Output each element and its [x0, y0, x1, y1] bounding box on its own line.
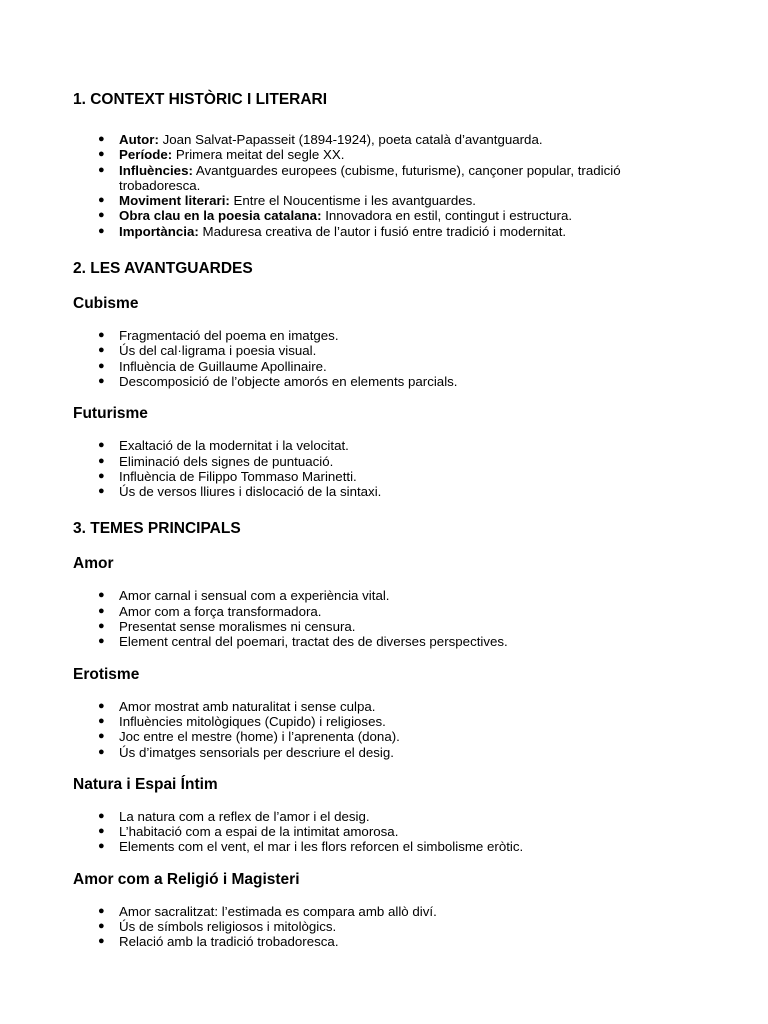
- amor-list: [73, 588, 768, 649]
- list-item: ● Elements com el vent, el mar i les flors reforcen el simbolisme eròtic.: [98, 839, 524, 855]
- list-item: ● L’habitació com a espai de la intimitat amorosa.: [98, 824, 399, 840]
- bullet-icon: ●: [98, 224, 105, 237]
- futurisme-list: [73, 438, 768, 499]
- subheading-religio: Amor com a Religió i Magisteri: [73, 870, 300, 888]
- list-item: ● Influència de Filippo Tommaso Marinetti.: [98, 468, 357, 484]
- bullet-icon: ●: [98, 485, 105, 498]
- list-item: ● Amor com a força transformadora.: [98, 603, 322, 619]
- natura-list: [73, 809, 768, 855]
- bullet-icon: ●: [98, 194, 105, 207]
- bullet-icon: ●: [98, 699, 105, 712]
- bullet-icon: ●: [98, 469, 105, 482]
- bullet-icon: ●: [98, 620, 105, 633]
- bullet-icon: ●: [98, 344, 105, 357]
- list-item: ● Obra clau en la poesia catalana: Innovadora en estil, contingut i estructura.: [98, 208, 573, 224]
- list-item: ● Eliminació dels signes de puntuació.: [98, 453, 334, 469]
- list-item: ● Moviment literari: Entre el Noucentisme i les avantguardes.: [98, 193, 476, 209]
- section-heading-temes: 3. TEMES PRINCIPALS: [73, 520, 241, 538]
- list-item: ● Amor sacralitzat: l’estimada es compara amb allò diví.: [98, 903, 437, 919]
- bullet-icon: ●: [98, 209, 105, 222]
- list-item: ● Influències: Avantguardes europees (cubisme, futurisme), cançoner popular, tradició trobadoresca.: [98, 162, 621, 193]
- bullet-icon: ●: [98, 825, 105, 838]
- bullet-icon: ●: [98, 359, 105, 372]
- list-item: ● Ús de símbols religiosos i mitològics.: [98, 919, 337, 935]
- subheading-erotisme: Erotisme: [73, 665, 140, 683]
- bullet-icon: ●: [98, 904, 105, 917]
- cubisme-list: [73, 328, 768, 389]
- bullet-icon: ●: [98, 635, 105, 648]
- list-item: ● Relació amb la tradició trobadoresca.: [98, 934, 339, 950]
- list-item: ● Període: Primera meitat del segle XX.: [98, 147, 345, 163]
- bullet-icon: ●: [98, 589, 105, 602]
- list-item: ● Joc entre el mestre (home) i l’aprenenta (dona).: [98, 729, 400, 745]
- religio-list: [73, 904, 768, 950]
- section-heading-avantguardes: 2. LES AVANTGUARDES: [73, 260, 253, 278]
- list-item: ● Ús de versos lliures i dislocació de la sintaxi.: [98, 484, 382, 500]
- subheading-cubisme: Cubisme: [73, 295, 139, 313]
- list-item: ● Ús d’imatges sensorials per descriure el desig.: [98, 744, 394, 760]
- bullet-icon: ●: [98, 454, 105, 467]
- bullet-icon: ●: [98, 148, 105, 161]
- bullet-icon: ●: [98, 439, 105, 452]
- bullet-icon: ●: [98, 935, 105, 948]
- bullet-icon: ●: [98, 604, 105, 617]
- subheading-natura: Natura i Espai Íntim: [73, 775, 218, 793]
- bullet-icon: ●: [98, 840, 105, 853]
- list-item: ● Importància: Maduresa creativa de l’autor i fusió entre tradició i modernitat.: [98, 223, 567, 239]
- bullet-icon: ●: [98, 809, 105, 822]
- bullet-icon: ●: [98, 714, 105, 727]
- bullet-icon: ●: [98, 163, 105, 176]
- bullet-icon: ●: [98, 374, 105, 387]
- bullet-icon: ●: [98, 920, 105, 933]
- list-item: ● Ús del cal·ligrama i poesia visual.: [98, 343, 317, 359]
- section-heading-context: 1. CONTEXT HISTÒRIC I LITERARI: [73, 91, 328, 108]
- subheading-amor: Amor: [73, 555, 114, 573]
- bullet-icon: ●: [98, 329, 105, 342]
- subheading-futurisme: Futurisme: [73, 405, 148, 423]
- context-list: [73, 132, 768, 239]
- list-item: ● Descomposició de l’objecte amorós en elements parcials.: [98, 373, 458, 389]
- list-item: ● Presentat sense moralismes ni censura.: [98, 619, 356, 635]
- erotisme-list: [73, 699, 768, 760]
- list-item: ● La natura com a reflex de l’amor i el desig.: [98, 808, 370, 824]
- list-item: ● Element central del poemari, tractat des de diverses perspectives.: [98, 634, 508, 650]
- list-item: ● Exaltació de la modernitat i la velocitat.: [98, 438, 349, 454]
- bullet-icon: ●: [98, 730, 105, 743]
- list-item: ● Influència de Guillaume Apollinaire.: [98, 358, 327, 374]
- list-item: ● Influències mitològiques (Cupido) i religioses.: [98, 713, 386, 729]
- list-item: ● Autor: Joan Salvat-Papasseit (1894-1924), poeta català d’avantguarda.: [98, 132, 543, 147]
- list-item: ● Amor mostrat amb naturalitat i sense culpa.: [98, 698, 376, 714]
- list-item: ● Amor carnal i sensual com a experiència vital.: [98, 588, 390, 604]
- bullet-icon: ●: [98, 745, 105, 758]
- bullet-icon: ●: [98, 133, 105, 145]
- list-item: ● Fragmentació del poema en imatges.: [98, 328, 339, 344]
